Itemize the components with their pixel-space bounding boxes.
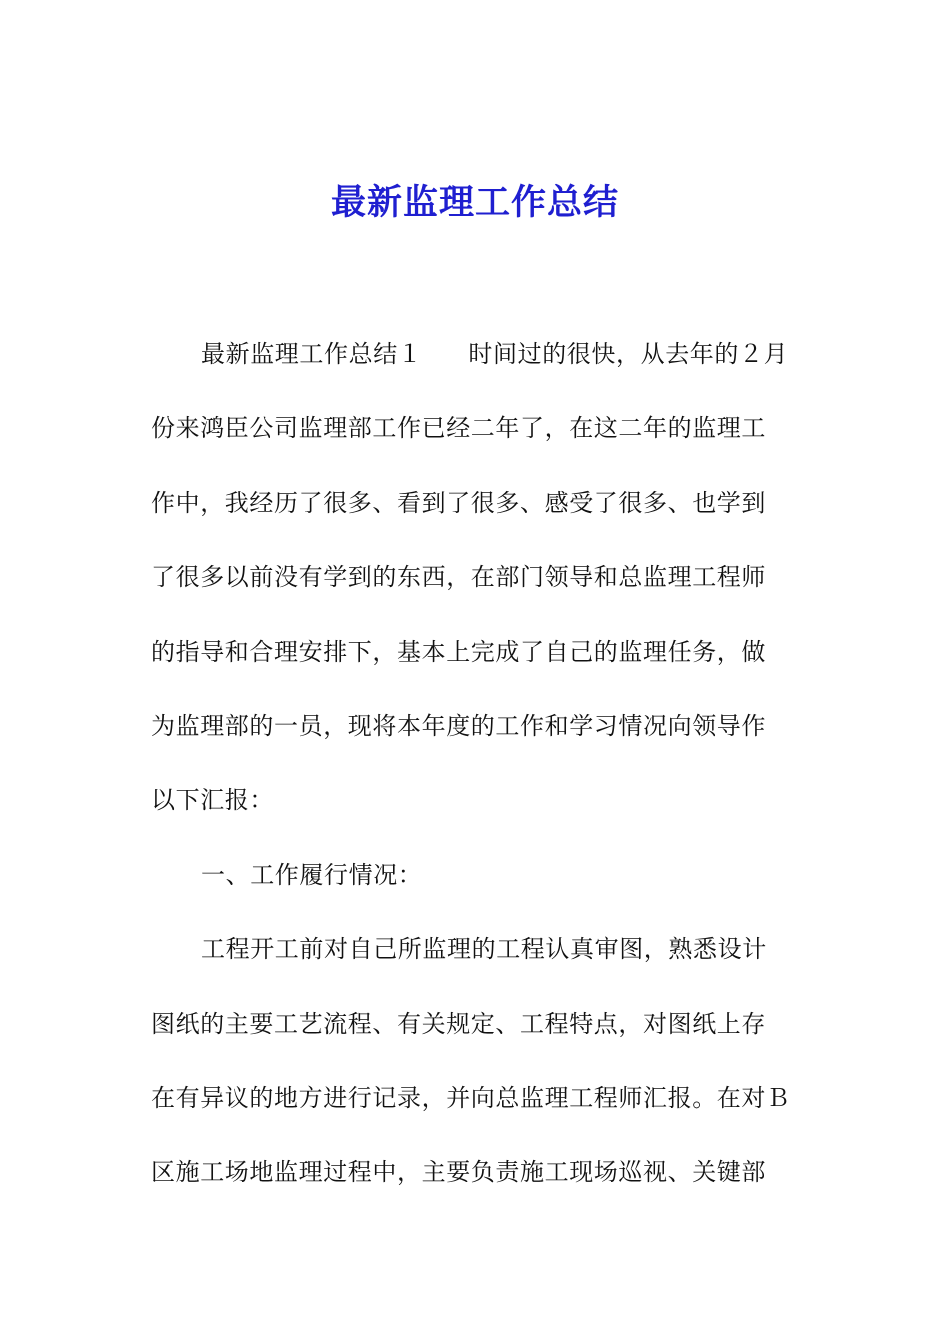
text-line: 以下汇报： xyxy=(151,786,274,815)
text-line: 图纸的主要工艺流程、有关规定、工程特点，对图纸上存 xyxy=(151,1009,766,1038)
document-title: 最新监理工作总结 xyxy=(330,182,619,223)
text-line: 工程开工前对自己所监理的工程认真审图，熟悉设计 xyxy=(201,935,767,964)
text-segment: 时间过的很快，从去年的２月 xyxy=(468,340,789,368)
text-line: 了很多以前没有学到的东西，在部门领导和总监理工程师 xyxy=(151,563,766,592)
section-heading: 最新监理工作总结１ xyxy=(201,340,423,368)
text-line: 的指导和合理安排下，基本上完成了自己的监理任务，做 xyxy=(151,637,766,666)
text-line: 份来鸿臣公司监理部工作已经二年了，在这二年的监理工 xyxy=(151,414,766,443)
text-line: 在有异议的地方进行记录，并向总监理工程师汇报。在对Ｂ xyxy=(151,1083,791,1112)
document-body xyxy=(151,326,811,1219)
text-line: 区施工场地监理过程中，主要负责施工现场巡视、关键部 xyxy=(151,1158,766,1187)
subsection-heading: 一、工作履行情况： xyxy=(201,860,423,889)
text-line: 作中，我经历了很多、看到了很多、感受了很多、也学到 xyxy=(151,488,766,517)
text-line xyxy=(151,326,811,400)
text-line: 为监理部的一员，现将本年度的工作和学习情况向领导作 xyxy=(151,711,766,740)
